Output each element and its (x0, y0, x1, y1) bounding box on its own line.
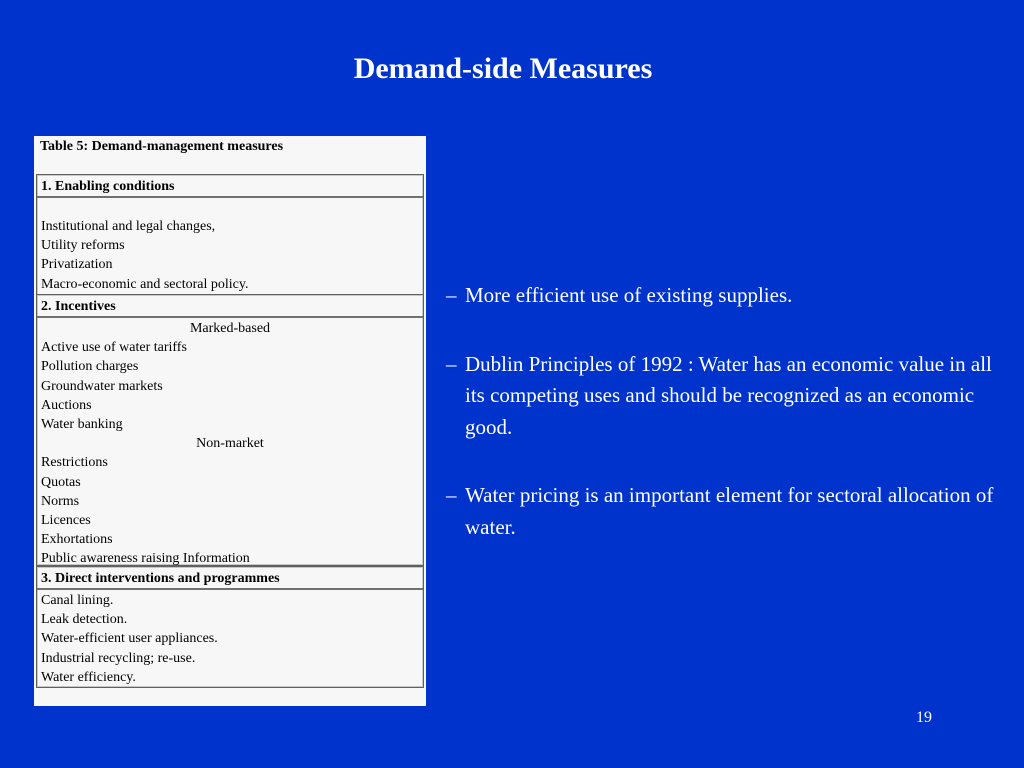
dash-marker: – (446, 483, 457, 507)
bullet-text: More efficient use of existing supplies. (465, 283, 793, 307)
bullet-text: Dublin Principles of 1992 : Water has an economic value in all its competing uses and should be recognized as an economic good. (465, 351, 992, 439)
list-item: Auctions (41, 397, 92, 413)
section-enabling-conditions (36, 174, 424, 296)
list-item: Norms (41, 493, 80, 509)
list-item: Canal lining. (41, 593, 114, 608)
list-item: Institutional and legal changes, (41, 219, 216, 234)
table-caption: Table 5: Demand-management measures (40, 139, 284, 154)
list-item: Quotas (41, 474, 81, 490)
bullet-item (446, 480, 1006, 543)
subheading-market-based: Marked-based (189, 321, 271, 336)
list-item: Pollution charges (41, 359, 139, 375)
list-item: Water banking (41, 416, 123, 432)
dash-marker: – (446, 351, 457, 376)
section-incentives (36, 294, 424, 566)
dash-marker: – (446, 283, 457, 307)
list-item: Macro-economic and sectoral policy. (41, 276, 249, 292)
list-item: Privatization (41, 257, 113, 273)
page-number: 19 (916, 709, 932, 726)
slide-title: Demand-side Measures (353, 52, 653, 85)
section-heading: 1. Enabling conditions (37, 175, 423, 198)
demand-measures-table (34, 136, 426, 706)
list-item: Water-efficient user appliances. (41, 631, 218, 647)
bullet-text: Water pricing is an important element for sectoral allocation of water. (465, 483, 994, 539)
section-heading: 2. Incentives (37, 295, 423, 318)
list-item: Groundwater markets (41, 378, 163, 394)
list-item: Leak detection. (41, 612, 128, 628)
bullet-list (446, 280, 1006, 580)
bullet-item (446, 280, 1006, 312)
list-item: Licences (41, 512, 91, 528)
list-item: Active use of water tariffs (41, 340, 187, 356)
list-item: Exhortations (41, 532, 113, 548)
list-item: Water efficiency. (41, 669, 136, 685)
subheading-non-market: Non-market (196, 436, 264, 452)
bullet-item (446, 349, 1006, 444)
list-item: Industrial recycling; re-use. (41, 650, 196, 666)
section-direct-interventions (36, 566, 424, 688)
list-item: Restrictions (41, 455, 108, 471)
section-heading: 3. Direct interventions and programmes (37, 567, 423, 590)
list-item: Utility reforms (41, 238, 125, 254)
list-item: Public awareness raising Information (41, 551, 250, 567)
